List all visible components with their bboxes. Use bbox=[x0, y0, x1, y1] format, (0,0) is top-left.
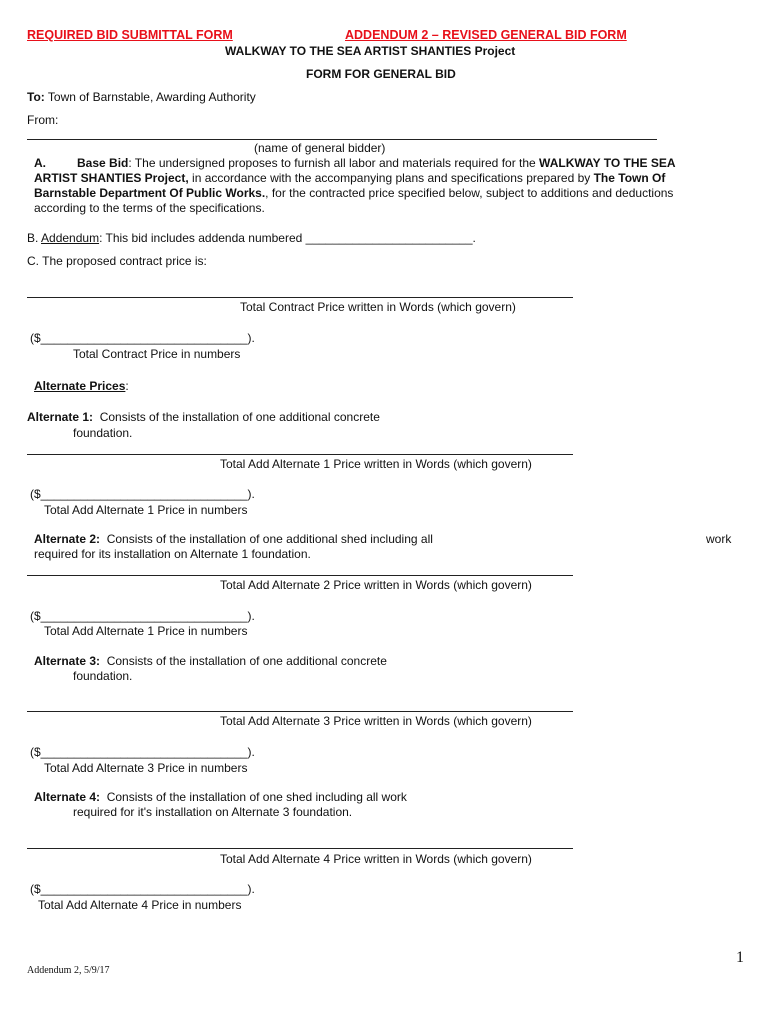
alternate-4-numbers-caption: Total Add Alternate 4 Price in numbers bbox=[38, 898, 242, 912]
alternate-1-words-caption: Total Add Alternate 1 Price written in Words (which govern) bbox=[220, 457, 532, 471]
to-label: To: bbox=[27, 90, 45, 104]
alternate-1-numbers-field[interactable]: ($_______________________________). bbox=[30, 487, 255, 501]
alternate-3-line1 bbox=[34, 654, 387, 668]
contract-price-numbers-field[interactable]: ($_______________________________). bbox=[30, 331, 255, 345]
alternate-prices-heading bbox=[34, 379, 129, 393]
section-a-line3 bbox=[34, 186, 673, 200]
section-a-text3: , for the contracted price specified below, subject to additions and deductions bbox=[265, 186, 674, 200]
bidder-caption: (name of general bidder) bbox=[254, 141, 386, 155]
addendum-label: Addendum bbox=[41, 231, 100, 245]
section-a-text1: : The undersigned proposes to furnish all labor and materials required for the bbox=[128, 156, 540, 170]
alternate-3-line2: foundation. bbox=[73, 669, 133, 683]
alternate-2-numbers-caption: Total Add Alternate 1 Price in numbers bbox=[44, 624, 248, 638]
addenda-field[interactable]: : This bid includes addenda numbered _________________________. bbox=[99, 231, 476, 245]
footer-note: Addendum 2, 5/9/17 bbox=[27, 965, 110, 976]
section-b-letter: B. bbox=[27, 231, 42, 245]
to-line bbox=[27, 90, 256, 104]
alternate-3-words-line[interactable] bbox=[27, 711, 573, 712]
alternate-1-label: Alternate 1: bbox=[27, 410, 94, 424]
alternate-4-line2: required for it's installation on Alternate 3 foundation. bbox=[73, 805, 353, 819]
contract-price-words-caption: Total Contract Price written in Words (which govern) bbox=[240, 300, 516, 314]
alternate-2-tail: work bbox=[706, 532, 732, 546]
alternate-2-numbers-field[interactable]: ($_______________________________). bbox=[30, 609, 255, 623]
alternate-3-text: Consists of the installation of one additional concrete bbox=[106, 654, 387, 668]
left-title: REQUIRED BID SUBMITTAL FORM bbox=[27, 28, 233, 42]
alternate-2-line1 bbox=[34, 532, 433, 546]
alternate-1-text: Consists of the installation of one additional concrete bbox=[99, 410, 380, 424]
to-value: Town of Barnstable, Awarding Authority bbox=[47, 90, 256, 104]
alternate-4-text: Consists of the installation of one shed including all work bbox=[106, 790, 407, 804]
project-title: WALKWAY TO THE SEA ARTIST SHANTIES Project bbox=[225, 44, 516, 58]
bidder-name-line[interactable] bbox=[27, 139, 657, 140]
alternate-2-text: Consists of the installation of one additional shed including all bbox=[106, 532, 433, 546]
alternate-2-words-caption: Total Add Alternate 2 Price written in Words (which govern) bbox=[220, 578, 532, 592]
alternate-4-words-line[interactable] bbox=[27, 848, 573, 849]
alternate-4-numbers-field[interactable]: ($_______________________________). bbox=[30, 882, 255, 896]
section-c: C. The proposed contract price is: bbox=[27, 254, 207, 268]
alternate-2-words-line[interactable] bbox=[27, 575, 573, 576]
alternate-1-line2: foundation. bbox=[73, 426, 133, 440]
alternate-3-words-caption: Total Add Alternate 3 Price written in Words (which govern) bbox=[220, 714, 532, 728]
section-a-bold2: ARTIST SHANTIES Project, bbox=[34, 171, 189, 185]
alternate-4-words-caption: Total Add Alternate 4 Price written in Words (which govern) bbox=[220, 852, 532, 866]
section-a-bold3: The Town Of bbox=[593, 171, 666, 185]
form-title: FORM FOR GENERAL BID bbox=[306, 67, 456, 81]
section-a-line2 bbox=[34, 171, 665, 185]
section-a-bold1: WALKWAY TO THE SEA bbox=[539, 156, 676, 170]
alternate-2-line2: required for its installation on Alternate 1 foundation. bbox=[34, 547, 311, 561]
base-bid-heading: Base Bid bbox=[77, 156, 129, 170]
alternate-2-label: Alternate 2: bbox=[34, 532, 101, 546]
section-b[interactable] bbox=[27, 231, 476, 245]
from-label: From: bbox=[27, 113, 59, 127]
contract-price-numbers-caption: Total Contract Price in numbers bbox=[73, 347, 241, 361]
alternate-1-words-line[interactable] bbox=[27, 454, 573, 455]
alternate-1-numbers-caption: Total Add Alternate 1 Price in numbers bbox=[44, 503, 248, 517]
section-a-letter: A. bbox=[34, 156, 46, 170]
alternate-3-label: Alternate 3: bbox=[34, 654, 101, 668]
section-a-text2: in accordance with the accompanying plans and specifications prepared by bbox=[188, 171, 594, 185]
alternate-prices-colon: : bbox=[125, 379, 129, 393]
alternate-4-line1 bbox=[34, 790, 407, 804]
alternate-1-line1 bbox=[27, 410, 380, 424]
section-a-bold4: Barnstable Department Of Public Works. bbox=[34, 186, 266, 200]
alternate-3-numbers-field[interactable]: ($_______________________________). bbox=[30, 745, 255, 759]
page-number: 1 bbox=[736, 949, 744, 966]
contract-price-words-line[interactable] bbox=[27, 297, 573, 298]
right-title: ADDENDUM 2 – REVISED GENERAL BID FORM bbox=[345, 28, 627, 42]
alternate-3-numbers-caption: Total Add Alternate 3 Price in numbers bbox=[44, 761, 248, 775]
section-a-line4: according to the terms of the specifications. bbox=[34, 201, 265, 215]
alternate-prices-label: Alternate Prices bbox=[34, 379, 126, 393]
alternate-4-label: Alternate 4: bbox=[34, 790, 101, 804]
section-a-line1 bbox=[77, 156, 676, 170]
